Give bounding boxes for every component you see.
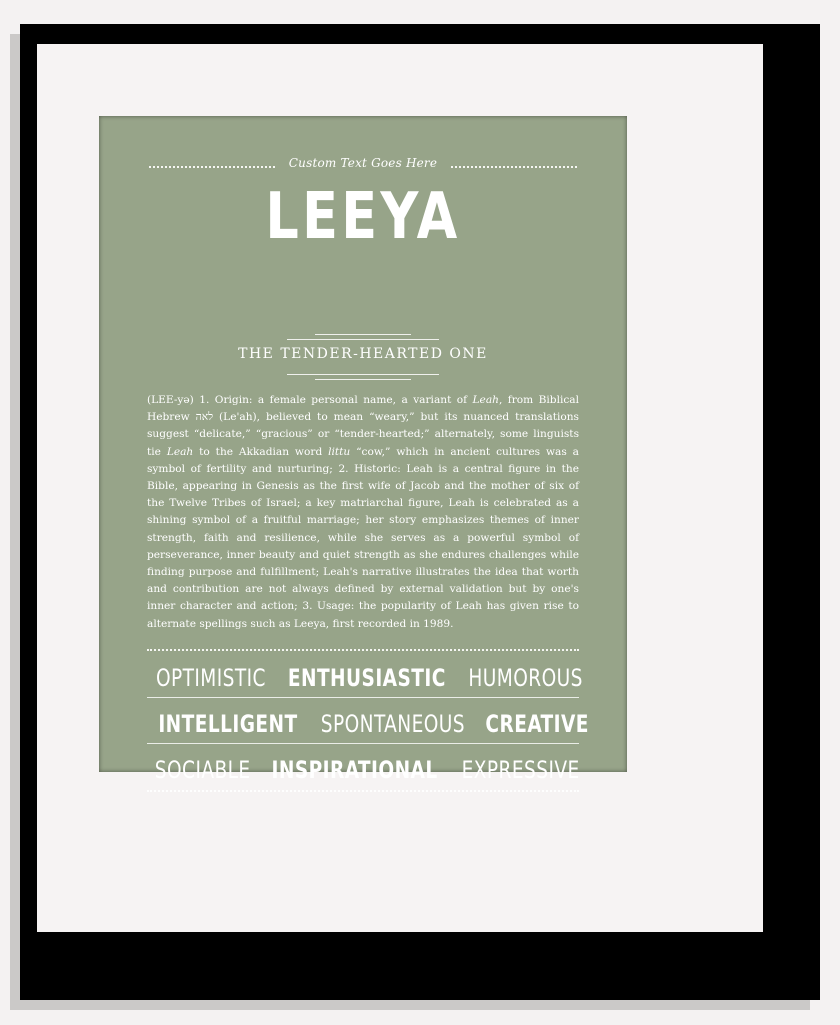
trait-word: HUMOROUS xyxy=(467,664,583,692)
definition-text: “cow,” which in ancient cultures was a symbol of fertility and nurturing; 2. Historic: Leah is a central figure in the Bible, appearing in Genesis as the first wife of Jacob and the mother of six of the Twelve Tribes of Israel; a key matriarchal figure, Leah is celebrated as a shining symbol of a fruitful marriage; her story emphasizes themes of inner strength, faith and resilience, while she serves as a powerful symbol of perseverance, inner beauty and quiet strength as she endures challenges while finding purpose and fulfillment; Leah's narrative illustrates the idea that worth and contribution are not always defined by external validation but by one's inner character and action; 3. Usage: the popularity of Leah has given rise to alternate spellings such as Leeya, first recorded in 1989. xyxy=(147,445,579,630)
trait-divider xyxy=(147,743,579,744)
definition-italic: Leah xyxy=(166,445,194,458)
right-dotted-line xyxy=(451,166,577,168)
trait-row-3 xyxy=(147,750,579,784)
custom-text: Custom Text Goes Here xyxy=(288,156,438,170)
trait-word: ENTHUSIASTIC xyxy=(287,664,446,692)
traits-bottom-dotted-line xyxy=(147,790,579,792)
definition-italic: Leah xyxy=(472,394,499,406)
trait-word: SOCIABLE xyxy=(154,756,251,784)
subtitle-rule-wide xyxy=(287,374,439,375)
trait-word: INTELLIGENT xyxy=(158,710,298,738)
subtitle-rule xyxy=(315,379,411,380)
trait-row-1 xyxy=(147,658,583,692)
trait-row-2 xyxy=(147,704,589,738)
trait-word: EXPRESSIVE xyxy=(461,756,580,784)
definition-text: , from Biblical Hebrew לאה (Le'ah), believed to mean “weary,” but its nuanced translations suggest “delicate,” “gracious” or “tender-hearted;” alternately, some linguists tie xyxy=(147,394,579,458)
definition-text: (LEE-yə) 1. Origin: a female personal name, a variant of xyxy=(147,394,473,406)
name-meaning-print xyxy=(99,116,627,784)
trait-word: OPTIMISTIC xyxy=(155,664,266,692)
trait-word: SPONTANEOUS xyxy=(320,710,465,738)
name-definition xyxy=(147,392,579,633)
traits-top-dotted-line xyxy=(147,649,579,651)
name-title: LEEYA xyxy=(265,180,461,254)
custom-text-row xyxy=(149,156,577,176)
trait-word: CREATIVE xyxy=(485,710,589,738)
definition-text: to the Akkadian word xyxy=(193,445,329,458)
name-underline-rule xyxy=(315,334,411,335)
definition-italic: littu xyxy=(328,445,351,458)
name-subtitle: THE TENDER-HEARTED ONE xyxy=(238,346,488,362)
trait-divider xyxy=(147,697,579,698)
name-underline-rule-wide xyxy=(287,339,439,340)
trait-word: INSPIRATIONAL xyxy=(271,756,438,784)
